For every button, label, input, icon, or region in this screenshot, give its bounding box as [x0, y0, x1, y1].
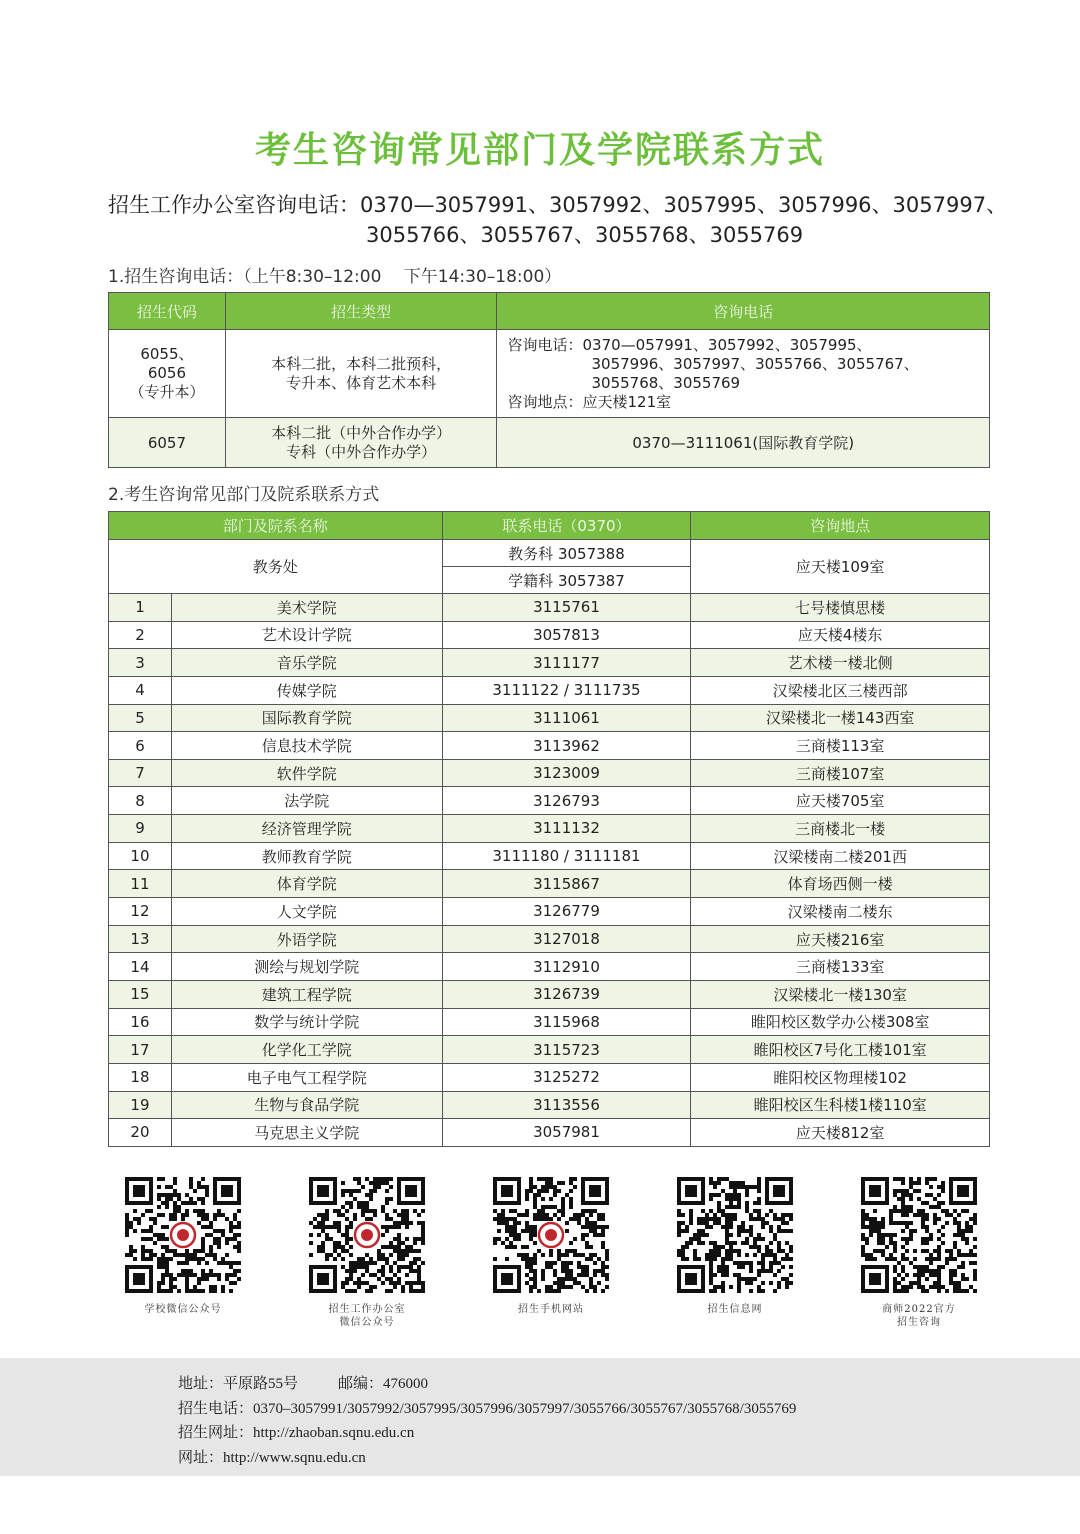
- qr-caption: [854, 1303, 984, 1329]
- qr-code-image: [309, 1177, 425, 1293]
- footer-url[interactable]: 网址：http://www.sqnu.edu.cn: [178, 1449, 366, 1466]
- code-cell: [109, 330, 226, 418]
- row-number: 13: [109, 925, 172, 953]
- table-row: [109, 621, 990, 649]
- dept-phone: 教务科 3057388: [442, 540, 691, 567]
- qr-code: [118, 1177, 248, 1316]
- code-line: 6056: [147, 364, 187, 382]
- location: 应天楼812室: [691, 1119, 990, 1147]
- location: 应天楼4楼东: [691, 621, 990, 649]
- table-row: [109, 1063, 990, 1091]
- row-number: 19: [109, 1091, 172, 1119]
- contact-phone: 3126779: [442, 898, 691, 926]
- qr-caption-line: 招生工作办公室: [328, 1304, 406, 1315]
- table-row: [109, 787, 990, 815]
- location: 应天楼705室: [691, 787, 990, 815]
- department-name: 法学院: [171, 787, 442, 815]
- qr-caption: [118, 1303, 248, 1316]
- table-header-row: [109, 512, 990, 540]
- contact-phone: 3057981: [442, 1119, 691, 1147]
- header-department: 部门及院系名称: [109, 512, 443, 540]
- qr-code-image: [861, 1177, 977, 1293]
- location-line: 咨询地点：应天楼121室: [507, 392, 672, 411]
- phone-line: 咨询电话：0370—057991、3057992、3057995、: [507, 335, 872, 354]
- row-number: 14: [109, 953, 172, 981]
- table-row: [109, 1008, 990, 1036]
- row-number: 11: [109, 870, 172, 898]
- department-name: 传媒学院: [171, 676, 442, 704]
- department-name: 美术学院: [171, 594, 442, 622]
- contact-phone: 3126739: [442, 980, 691, 1008]
- table-header-row: [109, 293, 990, 330]
- type-line: 专科（中外合作办学）: [286, 442, 437, 461]
- phone-cell: [497, 330, 990, 418]
- qr-code-image: [125, 1177, 241, 1293]
- location: 三商楼107室: [691, 759, 990, 787]
- qr-code-image: [493, 1177, 609, 1293]
- table-row: [109, 330, 990, 418]
- department-name: 软件学院: [171, 759, 442, 787]
- department-name: 数学与统计学院: [171, 1008, 442, 1036]
- department-name: 人文学院: [171, 898, 442, 926]
- department-contact-table: [108, 511, 990, 1147]
- header-type: 招生类型: [225, 293, 497, 330]
- table-row: [109, 1119, 990, 1147]
- table-row: [109, 732, 990, 760]
- department-name: 体育学院: [171, 870, 442, 898]
- table-row: [109, 594, 990, 622]
- location: 睢阳校区物理楼102: [691, 1063, 990, 1091]
- hotline-line-2: 3055766、3055767、3055768、3055769: [366, 223, 804, 247]
- table-row: [109, 759, 990, 787]
- row-number: 1: [109, 594, 172, 622]
- department-name: 外语学院: [171, 925, 442, 953]
- qr-code: [854, 1177, 984, 1329]
- footer: [0, 1358, 1080, 1476]
- dept-location: 应天楼109室: [691, 540, 990, 594]
- table-row: [109, 870, 990, 898]
- dept-phone: 学籍科 3057387: [442, 567, 691, 594]
- code-line: 6055、: [140, 345, 194, 363]
- qr-code: [670, 1177, 800, 1316]
- phone-cell: 0370—3111061(国际教育学院): [497, 418, 990, 468]
- contact-phone: 3127018: [442, 925, 691, 953]
- location: 睢阳校区7号化工楼101室: [691, 1036, 990, 1064]
- contact-phone: 3111122 / 3111735: [442, 676, 691, 704]
- table-row: [109, 704, 990, 732]
- qr-caption-line: 商师2022官方: [882, 1304, 956, 1315]
- dept-name: 教务处: [109, 540, 443, 594]
- location: 睢阳校区生科楼1楼110室: [691, 1091, 990, 1119]
- row-number: 16: [109, 1008, 172, 1036]
- qr-code-image: [677, 1177, 793, 1293]
- location: 汉梁楼南二楼201西: [691, 842, 990, 870]
- location: 睢阳校区数学办公楼308室: [691, 1008, 990, 1036]
- code-line: （专升本）: [129, 383, 205, 401]
- section-1-label: 1.招生咨询电话：（上午8:30–12:00 下午14:30–18:00）: [108, 267, 562, 287]
- qr-caption-line: 招生咨询: [897, 1317, 941, 1328]
- contact-phone: 3115761: [442, 594, 691, 622]
- location: 三商楼北一楼: [691, 815, 990, 843]
- location: 七号楼慎思楼: [691, 594, 990, 622]
- header-contact-phone: 联系电话（0370）: [442, 512, 691, 540]
- admission-phone-table: [108, 292, 990, 468]
- row-number: 9: [109, 815, 172, 843]
- department-name: 经济管理学院: [171, 815, 442, 843]
- location: 三商楼133室: [691, 953, 990, 981]
- admission-office-hotline: [108, 190, 1008, 250]
- location: 应天楼216室: [691, 925, 990, 953]
- row-number: 5: [109, 704, 172, 732]
- qr-caption-line: 微信公众号: [339, 1317, 395, 1328]
- department-name: 生物与食品学院: [171, 1091, 442, 1119]
- qr-code-row: [108, 1177, 990, 1337]
- department-name: 艺术设计学院: [171, 621, 442, 649]
- location: 汉梁楼北区三楼西部: [691, 676, 990, 704]
- footer-address: 地址：平原路55号: [178, 1376, 299, 1392]
- table-row: [109, 925, 990, 953]
- row-number: 6: [109, 732, 172, 760]
- contact-phone: 3057813: [442, 621, 691, 649]
- type-line: 本科二批（中外合作办学）: [271, 423, 452, 442]
- qr-caption-line: 招生手机网站: [518, 1304, 584, 1315]
- contact-phone: 3125272: [442, 1063, 691, 1091]
- row-number: 2: [109, 621, 172, 649]
- header-code: 招生代码: [109, 293, 226, 330]
- table-row: [109, 842, 990, 870]
- department-name: 国际教育学院: [171, 704, 442, 732]
- qr-caption-line: 招生信息网: [707, 1304, 763, 1315]
- type-line: 本科二批，本科二批预科，: [271, 354, 452, 373]
- phone-line: 3055768、3055769: [591, 373, 741, 392]
- location: 汉梁楼北一楼143西室: [691, 704, 990, 732]
- qr-caption: [486, 1303, 616, 1316]
- table-row: [109, 953, 990, 981]
- footer-address-line: [178, 1372, 796, 1397]
- row-number: 8: [109, 787, 172, 815]
- table-row: [109, 418, 990, 468]
- row-number: 12: [109, 898, 172, 926]
- location: 体育场西侧一楼: [691, 870, 990, 898]
- table-row: [109, 649, 990, 677]
- department-name: 电子电气工程学院: [171, 1063, 442, 1091]
- row-number: 7: [109, 759, 172, 787]
- row-number: 15: [109, 980, 172, 1008]
- table-row: [109, 1036, 990, 1064]
- footer-phone: 招生电话：0370–3057991/3057992/3057995/3057996/3057997/3055766/3055767/3055768/3055769: [178, 1400, 797, 1417]
- contact-phone: 3113962: [442, 732, 691, 760]
- code-cell: 6057: [109, 418, 226, 468]
- location: 艺术楼一楼北侧: [691, 649, 990, 677]
- location: 汉梁楼北一楼130室: [691, 980, 990, 1008]
- contact-phone: 3115867: [442, 870, 691, 898]
- department-name: 音乐学院: [171, 649, 442, 677]
- contact-phone: 3111177: [442, 649, 691, 677]
- contact-phone: 3113556: [442, 1091, 691, 1119]
- department-name: 信息技术学院: [171, 732, 442, 760]
- qr-caption: [302, 1303, 432, 1329]
- qr-caption-line: 学校微信公众号: [144, 1304, 222, 1315]
- row-number: 10: [109, 842, 172, 870]
- hotline-line-1: 招生工作办公室咨询电话：0370—3057991、3057992、3057995、3057996、3057997、: [108, 193, 1008, 217]
- page-title: 考生咨询常见部门及学院联系方式: [254, 130, 825, 171]
- qr-caption: [670, 1303, 800, 1316]
- location: 汉梁楼南二楼东: [691, 898, 990, 926]
- table-row: [109, 980, 990, 1008]
- footer-admission-url[interactable]: 招生网址：http://zhaoban.sqnu.edu.cn: [178, 1425, 415, 1441]
- contact-phone: 3111180 / 3111181: [442, 842, 691, 870]
- contact-phone: 3112910: [442, 953, 691, 981]
- contact-phone: 3123009: [442, 759, 691, 787]
- type-cell: [225, 418, 497, 468]
- row-number: 20: [109, 1119, 172, 1147]
- type-cell: [225, 330, 497, 418]
- qr-code: [302, 1177, 432, 1329]
- row-number: 17: [109, 1036, 172, 1064]
- row-number: 18: [109, 1063, 172, 1091]
- department-name: 教师教育学院: [171, 842, 442, 870]
- contact-phone: 3126793: [442, 787, 691, 815]
- table-row: [109, 898, 990, 926]
- table-row: [109, 676, 990, 704]
- contact-phone: 3111132: [442, 815, 691, 843]
- section-2-label: 2.考生咨询常见部门及院系联系方式: [108, 485, 380, 505]
- contact-phone: 3115723: [442, 1036, 691, 1064]
- qr-code: [486, 1177, 616, 1316]
- contact-phone: 3115968: [442, 1008, 691, 1036]
- department-name: 马克思主义学院: [171, 1119, 442, 1147]
- table-row: [109, 815, 990, 843]
- row-number: 3: [109, 649, 172, 677]
- row-number: 4: [109, 676, 172, 704]
- header-location: 咨询地点: [691, 512, 990, 540]
- footer-postcode: 邮编：476000: [338, 1376, 429, 1392]
- location: 三商楼113室: [691, 732, 990, 760]
- phone-line: 3057996、3057997、3055766、3055767、: [591, 354, 919, 373]
- table-row: [109, 540, 990, 567]
- type-line: 专升本、体育艺术本科: [286, 373, 437, 392]
- table-row: [109, 1091, 990, 1119]
- contact-phone: 3111061: [442, 704, 691, 732]
- header-phone: 咨询电话: [497, 293, 990, 330]
- department-name: 测绘与规划学院: [171, 953, 442, 981]
- department-name: 建筑工程学院: [171, 980, 442, 1008]
- department-name: 化学化工学院: [171, 1036, 442, 1064]
